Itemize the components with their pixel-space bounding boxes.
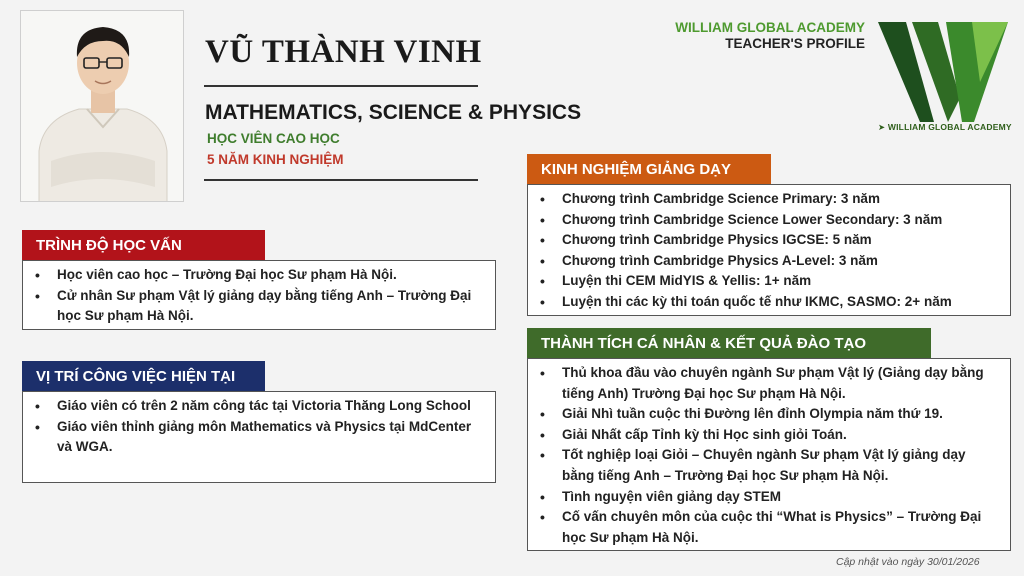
teacher-portrait-image (21, 11, 184, 202)
achievement-item: • Thủ khoa đầu vào chuyên ngành Sư phạm Vật lý (Giảng dạy bằng tiếng Anh) Trường Đại học Sư phạm Hà Nội. (538, 363, 1000, 404)
achievement-item: • Tình nguyện viên giảng dạy STEM (538, 487, 1000, 508)
degree-label: HỌC VIÊN CAO HỌC (207, 131, 340, 146)
position-item: • Giáo viên có trên 2 năm công tác tại Victoria Thăng Long School (33, 396, 485, 417)
experience-item: • Chương trình Cambridge Science Lower Secondary: 3 năm (538, 210, 1000, 231)
current-position-list (22, 391, 496, 483)
achievements-heading: THÀNH TÍCH CÁ NHÂN & KẾT QUẢ ĐÀO TẠO (527, 328, 931, 358)
achievement-item: • Tốt nghiệp loại Giỏi – Chuyên ngành Sư phạm Vật lý giảng dạy bằng tiếng Anh – Trường Đại học Sư phạm Hà Nội. (538, 445, 1000, 486)
education-item: • Cử nhân Sư phạm Vật lý giảng dạy bằng tiếng Anh – Trường Đại học Sư phạm Hà Nội. (33, 286, 485, 327)
headline-divider (204, 179, 478, 181)
last-updated-date: Cập nhật vào ngày 30/01/2026 (836, 556, 980, 568)
academy-logo (876, 18, 1010, 136)
education-item: • Học viên cao học – Trường Đại học Sư phạm Hà Nội. (33, 265, 485, 286)
teacher-photo (20, 10, 184, 202)
achievement-item: • Cố vấn chuyên môn của cuộc thi “What is Physics” – Trường Đại học Sư phạm Hà Nội. (538, 507, 1000, 548)
experience-item: • Luyện thi các kỳ thi toán quốc tế như IKMC, SASMO: 2+ năm (538, 292, 1000, 313)
experience-item: • Chương trình Cambridge Physics A-Level: 3 năm (538, 251, 1000, 272)
teaching-experience-heading: KINH NGHIỆM GIẢNG DẠY (527, 154, 771, 184)
education-list (22, 260, 496, 330)
logo-caption-text: WILLIAM GLOBAL ACADEMY (887, 122, 1012, 132)
achievement-item: • Giải Nhì tuần cuộc thi Đường lên đỉnh Olympia năm thứ 19. (538, 404, 1000, 425)
teaching-subjects: MATHEMATICS, SCIENCE & PHYSICS (205, 101, 582, 124)
experience-label: 5 NĂM KINH NGHIỆM (207, 152, 344, 167)
position-item: • Giáo viên thỉnh giảng môn Mathematics và Physics tại MdCenter và WGA. (33, 417, 485, 458)
current-position-heading: VỊ TRÍ CÔNG VIỆC HIỆN TẠI (22, 361, 265, 391)
experience-item: • Chương trình Cambridge Science Primary: 3 năm (538, 189, 1000, 210)
academy-name: WILLIAM GLOBAL ACADEMY (675, 20, 865, 35)
teacher-name: VŨ THÀNH VINH (205, 34, 482, 70)
achievement-item: • Giải Nhất cấp Tỉnh kỳ thi Học sinh giỏi Toán. (538, 425, 1000, 446)
name-underline (204, 85, 478, 87)
teaching-experience-list (527, 184, 1011, 316)
profile-type: TEACHER'S PROFILE (725, 36, 865, 51)
achievements-list (527, 358, 1011, 551)
logo-caption: ➤ WILLIAM GLOBAL ACADEMY (878, 122, 1012, 132)
experience-item: • Luyện thi CEM MidYIS & Yellis: 1+ năm (538, 271, 1000, 292)
academy-header (660, 20, 865, 51)
experience-item: • Chương trình Cambridge Physics IGCSE: 5 năm (538, 230, 1000, 251)
education-heading: TRÌNH ĐỘ HỌC VẤN (22, 230, 265, 260)
